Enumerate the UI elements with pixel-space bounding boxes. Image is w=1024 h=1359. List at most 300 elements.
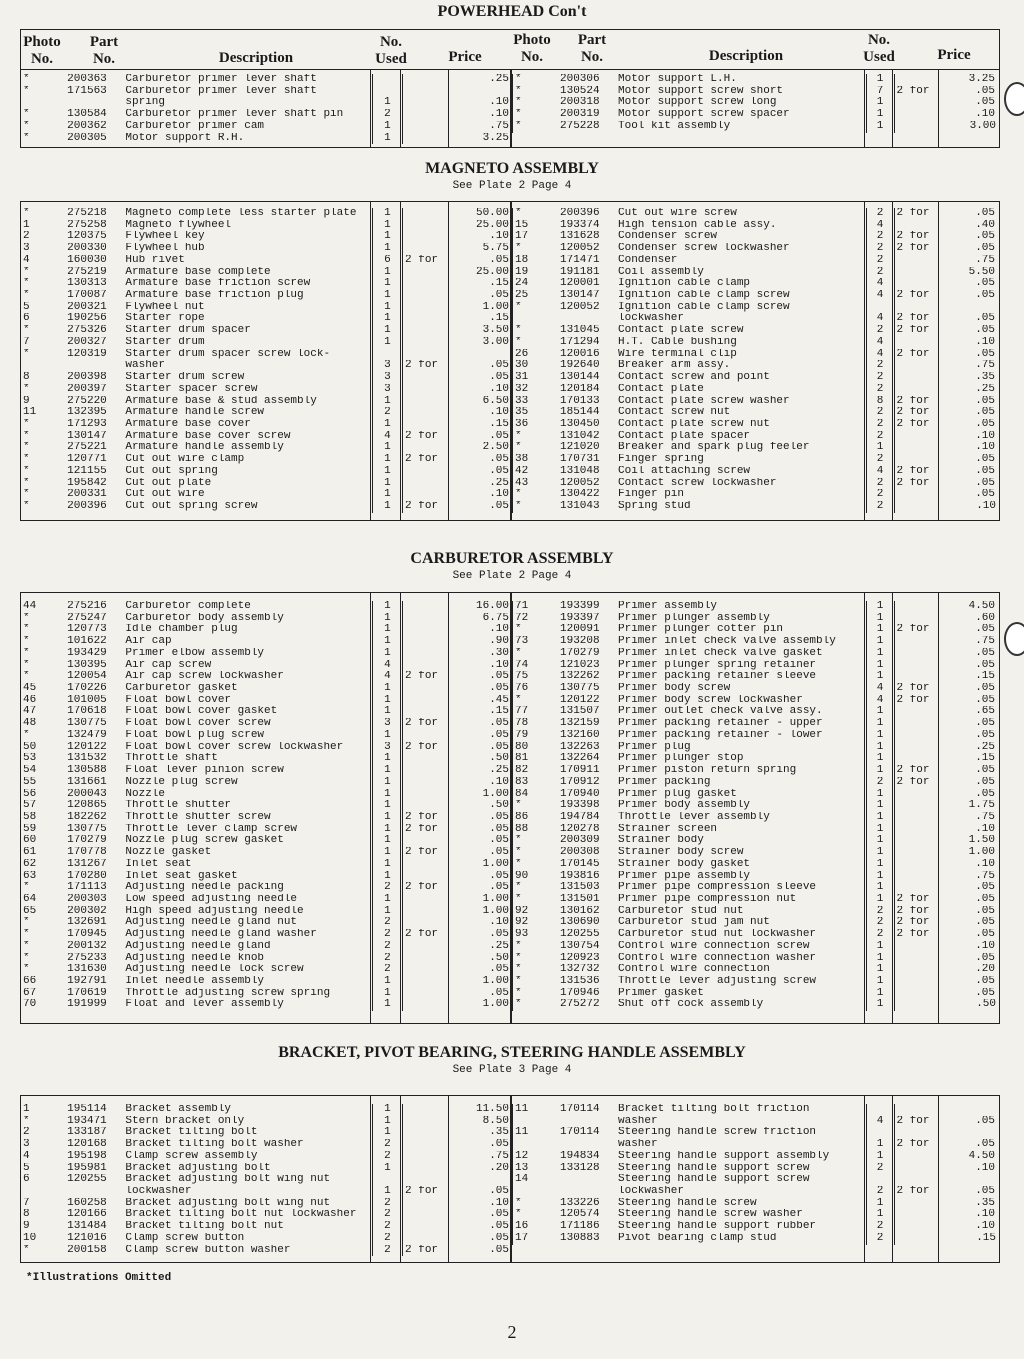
cell-no-used <box>372 86 402 98</box>
cell-part-no: 131267 <box>67 858 107 870</box>
cell-photo-no: * <box>515 1197 522 1209</box>
cell-part-no: 200331 <box>67 489 107 501</box>
cell-description: Starter spacer screw <box>125 383 258 395</box>
cell-photo-no: * <box>23 500 30 512</box>
carburetor-subtitle: See Plate 2 Page 4 <box>452 570 572 582</box>
carburetor-title: CARBURETOR ASSEMBLY <box>410 550 614 567</box>
parts-table-left <box>21 208 511 513</box>
cell-price-unit <box>403 999 451 1011</box>
column-rule <box>370 1096 371 1262</box>
cell-photo-no: 48 <box>23 718 37 730</box>
table-row <box>512 929 998 941</box>
cell-photo-no: 70 <box>23 999 37 1011</box>
cell-description: Cut out wire <box>125 489 205 501</box>
cell-part-no: 200396 <box>67 500 107 512</box>
cell-price-unit <box>403 302 451 314</box>
cell-price-unit <box>403 730 451 742</box>
cell-price-unit <box>894 267 940 279</box>
table-row <box>21 278 511 290</box>
cell-description: Ignition cable clamp <box>618 278 751 290</box>
cell-no-used: 1 <box>866 718 894 730</box>
cell-price: .90 <box>489 636 509 648</box>
cell-no-used: 4 <box>372 431 402 443</box>
cell-price: .05 <box>975 917 995 929</box>
cell-price-unit <box>894 220 940 232</box>
cell-photo-no: * <box>515 694 522 706</box>
cell-no-used: 2 <box>866 419 894 431</box>
cell-description: Throttle shaft <box>125 753 218 765</box>
cell-part-no: 101005 <box>67 694 107 706</box>
cell-price: .05 <box>975 489 995 501</box>
table-row <box>512 302 998 314</box>
cell-part-no: 170778 <box>67 847 107 859</box>
table-row <box>21 917 511 929</box>
cell-description: Steering handle screw <box>618 1197 757 1209</box>
cell-no-used: 1 <box>372 337 402 349</box>
cell-part-no: 193208 <box>560 636 600 648</box>
table-row <box>512 917 998 929</box>
cell-price: .10 <box>975 940 995 952</box>
cell-price: .60 <box>975 612 995 624</box>
cell-price-unit: 2 for <box>403 824 451 836</box>
bracket-subtitle: See Plate 3 Page 4 <box>452 1064 572 1076</box>
cell-no-used <box>372 349 402 361</box>
cell-no-used: 2 <box>372 1209 402 1221</box>
column-rule <box>510 202 512 520</box>
cell-no-used: 1 <box>866 941 894 953</box>
table-row <box>512 941 998 953</box>
cell-description: Primer packing retainer - lower <box>618 729 823 741</box>
cell-price-unit: 2 for <box>894 929 940 941</box>
cell-description: Clamp screw button <box>125 1232 245 1244</box>
cell-part-no: 170279 <box>560 647 600 659</box>
cell-no-used: 1 <box>372 812 402 824</box>
cell-no-used: 3 <box>372 372 402 384</box>
cell-price-unit <box>403 894 451 906</box>
cell-price-unit: 2 for <box>403 929 451 941</box>
cell-price: .05 <box>489 1209 509 1221</box>
cell-description: Strainer screen <box>618 823 718 835</box>
cell-price: .05 <box>975 208 995 219</box>
cell-price: .05 <box>975 987 995 999</box>
cell-description: Float bowl cover gasket <box>125 706 278 718</box>
cell-description: Primer inlet check valve assembly <box>618 636 836 648</box>
cell-description: Primer packing retainer - upper <box>618 718 823 730</box>
cell-description: Starter drum screw <box>125 372 245 384</box>
cell-description: Carburetor stud nut lockwasher <box>618 929 817 941</box>
cell-price-unit <box>403 835 451 847</box>
cell-description: Adjusting needle packing <box>125 882 284 894</box>
cell-part-no: 200396 <box>560 208 600 219</box>
cell-part-no: 194834 <box>560 1150 600 1162</box>
cell-description: Pivot bearing clamp stud <box>618 1232 777 1244</box>
cell-photo-no: * <box>515 500 522 512</box>
cell-no-used: 1 <box>866 671 894 683</box>
column-rule <box>892 202 893 520</box>
column-rule <box>892 593 893 1023</box>
cell-price-unit <box>894 941 940 953</box>
cell-price: .05 <box>489 823 509 835</box>
cell-description: Ignition cable clamp screw <box>618 301 790 313</box>
cell-description: Throttle lever adjusting screw <box>618 976 817 987</box>
cell-price-unit <box>894 1104 940 1116</box>
cell-price: 4.50 <box>968 601 995 612</box>
cell-no-used: 1 <box>866 753 894 765</box>
cell-description: Clamp screw assembly <box>125 1150 258 1162</box>
table-row <box>512 121 998 133</box>
cell-no-used: 1 <box>866 706 894 718</box>
cell-description: Strainer body <box>618 835 704 847</box>
cell-part-no: 193816 <box>560 870 600 882</box>
table-row <box>512 742 998 754</box>
cell-photo-no: * <box>23 132 30 144</box>
cell-no-used: 4 <box>866 220 894 232</box>
cell-photo-no: * <box>515 109 522 121</box>
table-row <box>512 267 998 279</box>
parts-table-left <box>21 1104 511 1256</box>
cell-description: Tool kit assembly <box>618 120 731 132</box>
cell-no-used: 1 <box>866 859 894 871</box>
cell-part-no: 130775 <box>67 823 107 835</box>
cell-description: Clamp screw button washer <box>125 1244 291 1256</box>
cell-part-no: 171563 <box>67 85 107 97</box>
cell-price-unit: 2 for <box>894 765 940 777</box>
cell-no-used: 1 <box>372 601 402 613</box>
cell-price-unit <box>894 278 940 290</box>
table-row <box>21 789 511 801</box>
cell-price: 8.50 <box>482 1115 509 1127</box>
column-rule <box>938 593 939 1023</box>
cell-description: Armature handle assembly <box>125 442 284 454</box>
cell-price-unit <box>894 109 940 121</box>
cell-no-used: 1 <box>866 812 894 824</box>
cell-photo-no: 7 <box>23 1197 30 1209</box>
cell-price: .05 <box>489 847 509 859</box>
cell-photo-no: * <box>515 999 522 1011</box>
table-row <box>21 613 511 625</box>
table-row <box>512 255 998 267</box>
cell-photo-no: * <box>23 325 30 337</box>
table-row <box>512 419 998 431</box>
cell-price-unit <box>894 742 940 754</box>
cell-part-no: 132479 <box>67 729 107 741</box>
header-description-2: Description <box>708 48 784 64</box>
cell-description: Spring stud <box>618 500 691 512</box>
cell-photo-no: 8 <box>23 1209 30 1221</box>
cell-no-used: 1 <box>866 789 894 801</box>
column-rule <box>370 202 371 520</box>
cell-no-used: 1 <box>866 765 894 777</box>
cell-photo-no: 13 <box>515 1162 529 1174</box>
column-rule <box>448 202 449 520</box>
cell-photo-no: 59 <box>23 823 37 835</box>
cell-price-unit <box>894 1174 940 1186</box>
cell-no-used: 2 <box>372 1139 402 1151</box>
cell-description: Steering handle support assembly <box>618 1150 830 1162</box>
cell-price-unit: 2 for <box>894 695 940 707</box>
table-row <box>512 988 998 1000</box>
cell-part-no: 200132 <box>67 940 107 952</box>
table-row <box>512 1139 998 1151</box>
magneto-subtitle: See Plate 2 Page 4 <box>452 180 572 192</box>
cell-price <box>451 86 511 98</box>
table-row <box>512 290 998 302</box>
cell-part-no: 133128 <box>560 1162 600 1174</box>
cell-price: .05 <box>489 500 509 512</box>
cell-price-unit <box>403 133 451 145</box>
cell-price: .05 <box>489 987 509 999</box>
cell-description: Flywheel hub <box>125 243 205 255</box>
cell-photo-no: * <box>23 85 30 97</box>
cell-price-unit: 2 for <box>894 396 940 408</box>
table-row <box>21 407 511 419</box>
cell-no-used: 4 <box>866 278 894 290</box>
cell-photo-no: * <box>23 109 30 121</box>
cell-part-no: 131532 <box>67 753 107 765</box>
table-row <box>512 97 998 109</box>
cell-no-used: 1 <box>866 121 894 133</box>
cell-no-used: 1 <box>372 683 402 695</box>
cell-photo-no: 14 <box>515 1174 529 1186</box>
cell-description: Primer pipe assembly <box>618 870 751 882</box>
cell-no-used: 2 <box>372 953 402 965</box>
cell-price: .05 <box>975 477 995 489</box>
cell-price: .05 <box>975 325 995 337</box>
cell-description: Float and lever assembly <box>125 999 284 1011</box>
cell-price: .05 <box>489 372 509 384</box>
cell-no-used: 2 <box>866 431 894 443</box>
cell-price-unit <box>894 718 940 730</box>
cell-price: 1.00 <box>482 301 509 313</box>
cell-photo-no: * <box>23 671 30 683</box>
cell-photo-no: 9 <box>23 395 30 407</box>
cell-price: .05 <box>975 395 995 407</box>
table-row <box>512 1104 998 1116</box>
cell-price-unit: 2 for <box>894 349 940 361</box>
cell-description: Contact screw lockwasher <box>618 477 777 489</box>
cell-photo-no: * <box>515 336 522 348</box>
column-rule <box>938 202 939 520</box>
table-row <box>21 1163 511 1175</box>
cell-price-unit: 2 for <box>403 1245 451 1257</box>
table-row <box>512 325 998 337</box>
cell-description: Primer outlet check valve assy. <box>618 706 823 718</box>
cell-price-unit <box>894 871 940 883</box>
cell-description: Carburetor gasket <box>125 683 238 695</box>
column-rule <box>892 1096 893 1262</box>
cell-photo-no: * <box>515 325 522 337</box>
cell-no-used: 1 <box>372 730 402 742</box>
cell-price: .75 <box>975 870 995 882</box>
cell-price: 1.00 <box>482 976 509 987</box>
cell-no-used <box>866 302 894 314</box>
cell-no-used: 1 <box>372 267 402 279</box>
table-row <box>512 231 998 243</box>
cell-price: .05 <box>489 1221 509 1233</box>
cell-description: Armature base friction screw <box>125 278 311 290</box>
cell-price: 3.25 <box>968 74 995 85</box>
cell-description: High speed adjusting needle <box>125 905 304 917</box>
cell-price: 1.75 <box>968 800 995 812</box>
table-row <box>21 1233 511 1245</box>
cell-no-used: 1 <box>372 777 402 789</box>
cell-description: Cut out spring <box>125 465 218 477</box>
cell-description: spring <box>125 97 166 109</box>
cell-photo-no: 74 <box>515 659 529 671</box>
parts-table-right <box>511 1104 999 1245</box>
cell-price-unit: 2 for <box>403 255 451 267</box>
cell-photo-no: * <box>23 430 30 442</box>
binder-hole-top <box>1004 82 1024 116</box>
cell-description: Cut out wire clamp <box>125 454 245 466</box>
cell-no-used: 2 <box>372 1245 402 1257</box>
cell-price-unit: 2 for <box>894 624 940 636</box>
cell-price: .05 <box>975 729 995 741</box>
cell-price: .50 <box>489 952 509 964</box>
cell-part-no: 170114 <box>560 1104 600 1115</box>
cell-description: Throttle shutter <box>125 800 232 812</box>
cell-description: Bracket tilting bolt <box>125 1127 258 1139</box>
cell-part-no: 131484 <box>67 1221 107 1233</box>
cell-price-unit <box>403 695 451 707</box>
cell-description: Starter drum spacer <box>125 325 251 337</box>
cell-description: Breaker arm assy. <box>618 360 731 372</box>
cell-price-unit <box>894 882 940 894</box>
cell-part-no: 120168 <box>67 1139 107 1151</box>
cell-photo-no: 3 <box>23 1139 30 1151</box>
cell-photo-no: 60 <box>23 835 37 847</box>
table-row <box>21 941 511 953</box>
cell-no-used: 2 <box>372 917 402 929</box>
cell-price: .10 <box>975 336 995 348</box>
table-row <box>512 964 998 976</box>
cell-description: Magneto complete less starter plate <box>125 208 357 219</box>
cell-part-no: 200305 <box>67 132 107 144</box>
cell-description: Primer assembly <box>618 601 718 612</box>
cell-description: Primer plug gasket <box>618 788 737 800</box>
cell-price-unit: 2 for <box>403 360 451 372</box>
cell-price-unit <box>894 1163 940 1175</box>
cell-photo-no: 9 <box>23 1221 30 1233</box>
cell-price <box>451 1174 511 1186</box>
table-row <box>21 742 511 754</box>
cell-description: Float bowl plug screw <box>125 729 265 741</box>
cell-no-used: 1 <box>372 824 402 836</box>
cell-part-no: 121023 <box>560 659 600 671</box>
cell-photo-no: * <box>23 120 30 132</box>
cell-price: .15 <box>489 706 509 718</box>
cell-no-used: 1 <box>372 121 402 133</box>
cell-part-no: 200362 <box>67 120 107 132</box>
cell-price: .05 <box>975 718 995 730</box>
cell-description: Bracket tilting bolt nut lockwasher <box>125 1209 357 1221</box>
table-row <box>512 999 998 1011</box>
cell-price-unit: 2 for <box>894 1139 940 1151</box>
cell-price: .05 <box>489 929 509 941</box>
cell-no-used: 1 <box>866 800 894 812</box>
cell-price: .05 <box>975 407 995 419</box>
cell-photo-no: * <box>515 301 522 313</box>
cell-no-used: 1 <box>372 988 402 1000</box>
cell-description: Carburetor primer lever shaft <box>125 85 317 97</box>
cell-price: .35 <box>975 1197 995 1209</box>
cell-price: .20 <box>489 1162 509 1174</box>
cell-part-no: 133187 <box>67 1127 107 1139</box>
cell-part-no: 120773 <box>67 624 107 636</box>
cell-no-used <box>372 74 402 86</box>
cell-photo-no: * <box>515 952 522 964</box>
cell-description: Low speed adjusting needle <box>125 893 298 905</box>
cell-description: Adjusting needle gland washer <box>125 929 317 941</box>
cell-photo-no: 12 <box>515 1150 529 1162</box>
table-row <box>512 1116 998 1128</box>
cell-photo-no: 30 <box>515 360 529 372</box>
cell-description: Carburetor primer lever shaft pin <box>125 109 344 121</box>
cell-part-no: 193429 <box>67 647 107 659</box>
cell-price-unit <box>403 1139 451 1151</box>
column-rule <box>938 70 939 147</box>
cell-no-used: 1 <box>866 894 894 906</box>
cell-no-used: 1 <box>866 847 894 859</box>
cell-description: Float bowl cover <box>125 694 232 706</box>
cell-part-no: 131628 <box>560 231 600 243</box>
cell-photo-no: * <box>515 442 522 454</box>
cell-photo-no: 10 <box>23 1232 37 1244</box>
cell-price: .05 <box>489 465 509 477</box>
cell-price-unit <box>403 290 451 302</box>
table-row <box>21 906 511 918</box>
cell-photo-no: 36 <box>515 418 529 430</box>
cell-description: washer <box>618 1139 658 1151</box>
table-row <box>21 360 511 372</box>
cell-photo-no: 50 <box>23 741 37 753</box>
cell-no-used: 4 <box>866 695 894 707</box>
cell-price: .15 <box>975 753 995 765</box>
table-row <box>512 648 998 660</box>
cell-price-unit: 2 for <box>894 894 940 906</box>
cell-price: .05 <box>975 659 995 671</box>
cell-photo-no: 32 <box>515 383 529 395</box>
cell-photo-no: 43 <box>515 477 529 489</box>
cell-description: Armature base & stud assembly <box>125 395 317 407</box>
cell-photo-no: 2 <box>23 1127 30 1139</box>
cell-price-unit <box>894 360 940 372</box>
cell-description: Adjusting needle gland nut <box>125 917 298 929</box>
cell-price: .50 <box>489 800 509 812</box>
cell-no-used: 2 <box>372 1198 402 1210</box>
cell-description: Starter drum spacer screw lock- <box>125 348 331 360</box>
cell-description: Primer gasket <box>618 987 704 999</box>
cell-part-no: 193397 <box>560 612 600 624</box>
cell-no-used: 1 <box>866 988 894 1000</box>
cell-description: Throttle lever assembly <box>618 811 770 823</box>
cell-no-used: 1 <box>372 648 402 660</box>
cell-price: .05 <box>975 1139 995 1151</box>
cell-price: .05 <box>975 694 995 706</box>
cell-price-unit <box>403 871 451 883</box>
table-row <box>21 695 511 707</box>
cell-price: .75 <box>489 1150 509 1162</box>
cell-no-used: 3 <box>372 718 402 730</box>
cell-price-unit <box>403 964 451 976</box>
cell-photo-no: * <box>515 976 522 987</box>
cell-no-used: 1 <box>372 1116 402 1128</box>
cell-photo-no: * <box>515 208 522 219</box>
cell-photo-no: * <box>23 659 30 671</box>
table-row <box>21 231 511 243</box>
cell-price-unit <box>403 1116 451 1128</box>
cell-part-no: 131043 <box>560 500 600 512</box>
